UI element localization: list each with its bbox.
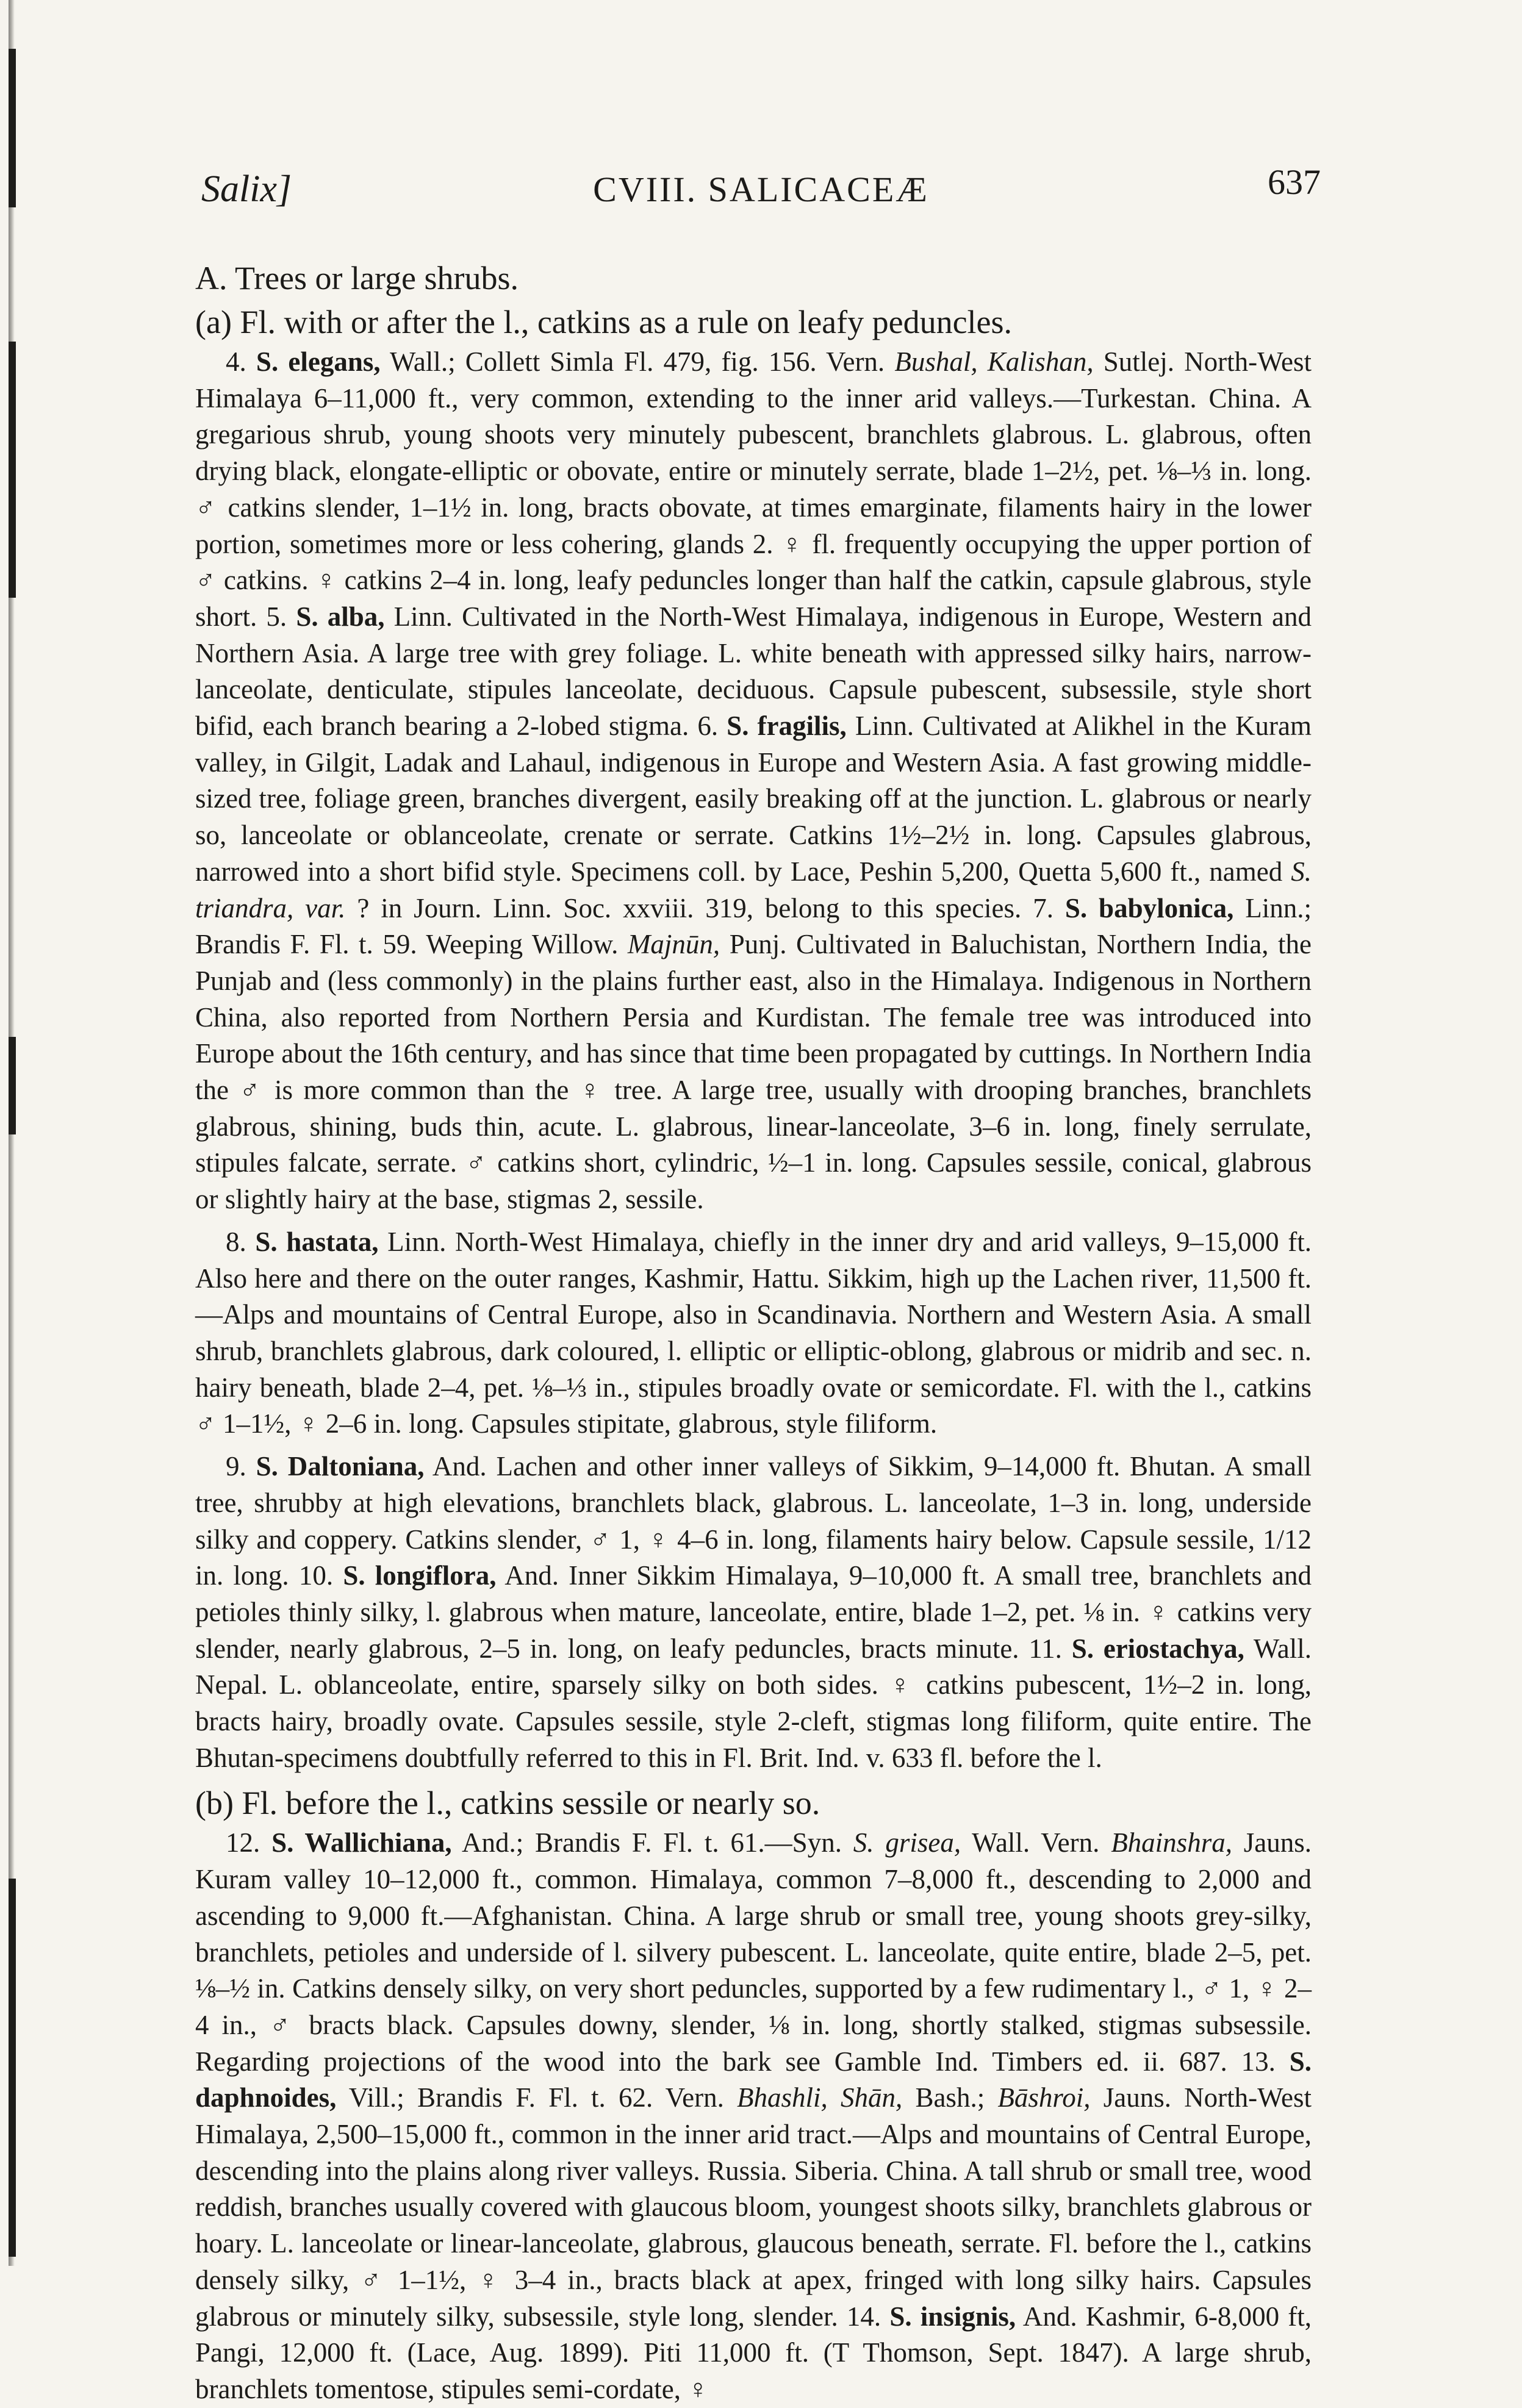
genus-label: Salix] [201,168,292,210]
species-entry-12: 12. S. Wallichiana, And.; Brandis F. Fl. t. 61.—Syn. S. grisea, Wall. Vern. Bhainshra, Jauns. Kuram valley 10–12,000 ft., common. Himalaya, common 7–8,000 ft., descending to 2,000 and ascending to 9,000 ft.—Afghanistan. China. A large shrub or small tree, young shoots grey-silky, branchlets, petioles and underside of l. silvery pubescent. L. lanceolate, quite entire, blade 2–5, pet. ⅛–½ in. Catkins densely silky, on very short peduncles, supported by a few rudimentary l., ♂ 1, ♀ 2–4 in., ♂ bracts black. Capsules downy, slender, ⅛ in. long, shortly stalked, stigmas subsessile. Regarding projections of the wood into the bark see Gamble Ind. Timbers ed. ii. 687. 13. S. daphnoides, Vill.; Brandis F. Fl. t. 62. Vern. Bhashli, Shān, Bash.; Bāshroi, Jauns. North-West Himalaya, 2,500–15,000 ft., common in the inner arid tract.—Alps and mountains of Central Europe, descending into the plains along river valleys. Russia. Siberia. China. A tall shrub or small tree, wood reddish, branches usually covered with glaucous bloom, youngest shoots silky, branchlets glabrous or hoary. L. lanceolate or linear-lanceolate, glabrous, glaucous beneath, serrate. Fl. before the l., catkins densely silky, ♂ 1–1½, ♀ 3–4 in., bracts black at apex, fringed with long silky hairs. Capsules glabrous or minutely silky, subsessile, style long, slender. 14. S. insignis, And. Kashmir, 6-8,000 ft, Pangi, 12,000 ft. (Lace, Aug. 1899). Piti 11,000 ft. (T Thomson, Sept. 1847). A large shrub, branchlets tomentose, stipules semi-cordate, ♀ [195,1827,1312,2404]
subsection-heading-b: (b) Fl. before the l., catkins sessile or nearly so. [195,1785,820,1822]
section-heading: A. Trees or large shrubs. [195,260,519,296]
binding-mark [9,1879,16,2257]
species-entry-8: 8. S. hastata, Linn. North-West Himalaya, chiefly in the inner dry and arid valleys, 9–15,000 ft. Also here and there on the outer ranges, Kashmir, Hattu. Sikkim, high up the Lachen river, 11,500 ft.—Alps and mountains of Central Europe, also in Scandinavia. Northern and Western Asia. A small shrub, branchlets glabrous, dark coloured, l. elliptic or elliptic-oblong, glabrous or midrib and sec. n. hairy beneath, blade 2–4, pet. ⅛–⅓ in., stipules broadly ovate or semicordate. Fl. with the l., catkins ♂ 1–1½, ♀ 2–6 in. long. Capsules stipitate, glabrous, style filiform. [195,1226,1312,1439]
running-head [201,162,1321,217]
body-text [195,256,1312,2408]
subsection-heading: (a) Fl. with or after the l., catkins as a rule on leafy peduncles. [195,304,1013,340]
page-number: 637 [1268,162,1321,202]
species-entry-4: 4. S. elegans, Wall.; Collett Simla Fl. 479, fig. 156. Vern. Bushal, Kalishan, Sutlej. North-West Himalaya 6–11,000 ft., very common, extending to the inner arid valleys.—Turkestan. China. A gregarious shrub, young shoots very minutely pubescent, branchlets glabrous. L. glabrous, often drying black, elongate-elliptic or obovate, entire or minutely serrate, blade 1–2½, pet. ⅛–⅓ in. long. ♂ catkins slender, 1–1½ in. long, bracts obovate, at times emarginate, filaments hairy in the lower portion, sometimes more or less cohering, glands 2. ♀ fl. frequently occupying the upper portion of ♂ catkins. ♀ catkins 2–4 in. long, leafy peduncles longer than half the catkin, capsule glabrous, style short. 5. S. alba, Linn. Cultivated in the North-West Himalaya, indigenous in Europe, Western and Northern Asia. A large tree with grey foliage. L. white beneath with appressed silky hairs, narrow-lanceolate, denticulate, stipules lanceolate, deciduous. Capsule pubescent, subsessile, style short bifid, each branch bearing a 2-lobed stigma. 6. S. fragilis, Linn. Cultivated at Alikhel in the Kuram valley, in Gilgit, Ladak and Lahaul, indigenous in Europe and Western Asia. A fast growing middle-sized tree, foliage green, branches divergent, easily breaking off at the junction. L. glabrous or nearly so, lanceolate or oblanceolate, crenate or serrate. Catkins 1½–2½ in. long. Capsules glabrous, narrowed into a short bifid style. Specimens coll. by Lace, Peshin 5,200, Quetta 5,600 ft., named S. triandra, var. ? in Journ. Linn. Soc. xxviii. 319, belong to this species. 7. S. babylonica, Linn.; Brandis F. Fl. t. 59. Weeping Willow. Majnūn, Punj. Cultivated in Baluchistan, Northern India, the Punjab and (less commonly) in the plains further east, also in the Himalaya. Indigenous in Northern China, also reported from Northern Persia and Kurdistan. The female tree was introduced into Europe about the 16th century, and has since that time been propagated by cuttings. In Northern India the ♂ is more common than the ♀ tree. A large tree, usually with drooping branches, branchlets glabrous, shining, buds thin, acute. L. glabrous, linear-lanceolate, 3–6 in. long, finely serrulate, stipules falcate, serrate. ♂ catkins short, cylindric, ½–1 in. long. Capsules sessile, conical, glabrous or slightly hairy at the base, stigmas 2, sessile. [195,346,1312,1215]
binding-mark [9,49,16,207]
species-entry-9: 9. S. Daltoniana, And. Lachen and other inner valleys of Sikkim, 9–14,000 ft. Bhutan. A small tree, shrubby at high elevations, branchlets black, glabrous. L. lanceolate, 1–3 in. long, underside silky and coppery. Catkins slender, ♂ 1, ♀ 4–6 in. long, filaments hairy below. Capsule sessile, 1/12 in. long. 10. S. longiflora, And. Inner Sikkim Himalaya, 9–10,000 ft. A small tree, branchlets and petioles thinly silky, l. glabrous when mature, lanceolate, entire, blade 1–2, pet. ⅛ in. ♀ catkins very slender, nearly glabrous, 2–5 in. long, on leafy peduncles, bracts minute. 11. S. eriostachya, Wall. Nepal. L. oblanceolate, entire, sparsely silky on both sides. ♀ catkins pubescent, 1½–2 in. long, bracts hairy, broadly ovate. Capsules sessile, style 2-cleft, stigmas long filiform, quite entire. The Bhutan-specimens doubtfully referred to this in Fl. Brit. Ind. v. 633 fl. before the l. [195,1451,1312,1773]
chapter-title: CVIII. SALICACEÆ [593,170,929,209]
binding-mark [9,342,16,598]
binding-mark [9,1037,16,1134]
